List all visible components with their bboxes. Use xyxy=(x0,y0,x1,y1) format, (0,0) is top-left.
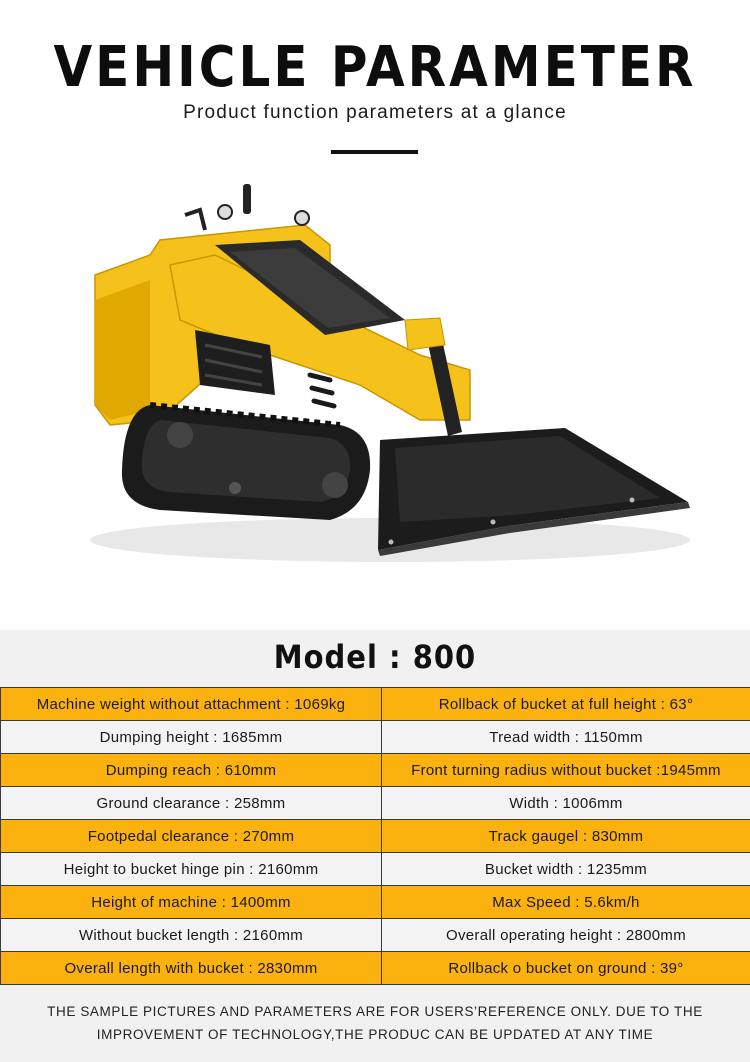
table-row xyxy=(1,787,750,820)
table-row xyxy=(1,853,750,886)
spec-section xyxy=(0,630,750,1062)
page-header xyxy=(0,0,750,170)
spec-cell: Dumping reach : 610mm xyxy=(1,754,382,787)
spec-cell: Rollback of bucket at full height : 63° xyxy=(382,688,750,721)
spec-cell: Overall operating height : 2800mm xyxy=(382,919,750,952)
table-row xyxy=(1,688,750,721)
spec-cell: Rollback o bucket on ground : 39° xyxy=(382,952,750,985)
spec-cell: Bucket width : 1235mm xyxy=(382,853,750,886)
page-title: VEHICLE PARAMETER xyxy=(53,34,697,100)
spec-cell: Dumping height : 1685mm xyxy=(1,721,382,754)
spec-cell: Front turning radius without bucket :1945mm xyxy=(382,754,750,787)
table-row xyxy=(1,820,750,853)
spec-cell: Ground clearance : 258mm xyxy=(1,787,382,820)
product-image xyxy=(0,170,750,630)
model-title: Model : 800 xyxy=(273,638,477,676)
page-subtitle: Product function parameters at a glance xyxy=(183,102,567,123)
spec-cell: Track gaugel : 830mm xyxy=(382,820,750,853)
spec-table xyxy=(0,687,750,985)
spec-cell: Machine weight without attachment : 1069kg xyxy=(1,688,382,721)
spec-cell: Overall length with bucket : 2830mm xyxy=(1,952,382,985)
spec-cell: Width : 1006mm xyxy=(382,787,750,820)
disclaimer-line: THE SAMPLE PICTURES AND PARAMETERS ARE FOR USERS’REFERENCE ONLY. DUE TO THE xyxy=(47,1004,703,1019)
table-row xyxy=(1,919,750,952)
spec-cell: Height of machine : 1400mm xyxy=(1,886,382,919)
disclaimer-line: IMPROVEMENT OF TECHNOLOGY,THE PRODUC CAN BE UPDATED AT ANY TIME xyxy=(96,1027,654,1042)
table-row xyxy=(1,886,750,919)
disclaimer xyxy=(0,1000,750,1046)
spec-cell: Max Speed : 5.6km/h xyxy=(382,886,750,919)
spec-cell: Footpedal clearance : 270mm xyxy=(1,820,382,853)
mini-skid-steer-loader-illustration xyxy=(0,170,750,630)
table-row xyxy=(1,952,750,985)
table-row xyxy=(1,721,750,754)
spec-cell: Without bucket length : 2160mm xyxy=(1,919,382,952)
spec-cell: Height to bucket hinge pin : 2160mm xyxy=(1,853,382,886)
table-row xyxy=(1,754,750,787)
spec-cell: Tread width : 1150mm xyxy=(382,721,750,754)
title-divider xyxy=(331,150,418,154)
